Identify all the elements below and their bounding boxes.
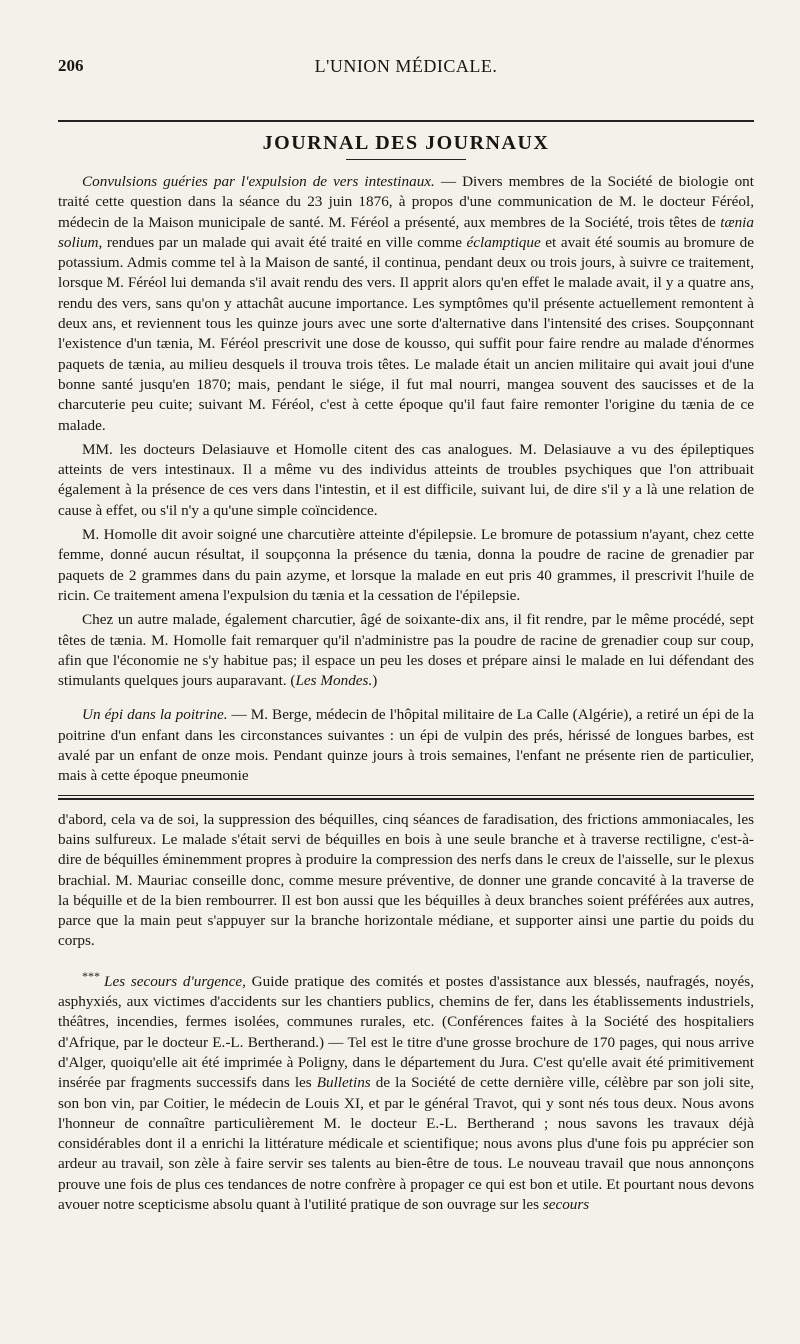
source-citation: Les Mondes. — [295, 672, 373, 690]
running-head — [58, 50, 754, 80]
lower-paragraph2: *** Les secours d'urgence, Guide pratique des comités et postes d'assistance aux blessés, naufragés, noyés, asphyxiés, aux victimes d'accidents sur les chantiers publics, chemins de fer, dans les établissements industriels, théâtres, incendies, fermes isolées, communes rurales, etc. (Conférences faites à la Société des hospitaliers d'Afrique, par le docteur E.-L. Bertherand.) — Tel est le titre d'une grosse brochure de 170 pages, qui nous arrive d'Alger, quoiqu'elle ait été imprimée à Poligny, dans le département du Jura. C'est qu'elle avait été primitivement insérée par fragments successifs dans les Bulletins de la Société de cette dernière ville, célèbre par son joli site, son bon vin, par Coitier, le médecin de Louis XI, et par le général Travot, qui y sont nés tous deux. Nous avons l'honneur de connaître particulièrement M. le docteur E.-L. Bertherand ; nous savons les travaux déjà considérables dont il a enrichi la littérature médicale et scientifique; nous avons plus d'une fois pu apprécier son ardeur au travail, son zèle à faire servir ses talents au bien-être de tous. Le nouveau travail que nous annonçons prouve une fois de plus ces tendances de notre confrère à propager ce qui est bon et utile. Et pourtant nous devons avouer notre scepticisme absolu quant à l'utilité pratique de son ouvrage sur les secours — [58, 968, 754, 1214]
page — [58, 50, 754, 1215]
article1-paragraph4: Chez un autre malade, également charcutier, âgé de soixante-dix ans, il fit rendre, par le même procédé, sept têtes de tænia. M. Homolle fait remarquer qu'il n'administre pas la poudre de racine de grenadier coup sur coup, afin que l'économie ne s'y habitue pas; il espace un peu les doses et prépare ainsi le malade en lui défendant des stimulants quelques jours auparavant. (Les Mondes.) — [58, 611, 754, 690]
book-title: Les secours d'urgence, — [104, 972, 246, 990]
article1-title: Convulsions guéries par l'expulsion de vers intestinaux. — [82, 173, 435, 190]
article1-paragraph3: M. Homolle dit avoir soigné une charcutière atteinte d'épilepsie. Le bromure de potassium n'ayant, chez cette femme, donné aucun résultat, il soupçonna la présence du tænia, donna la poudre de racine de grenadier par paquets de 2 grammes dans du pain azyme, et lorsque la malade en eut pris 40 grammes, il prescrivit l'huile de ricin. Ce traitement amena l'expulsion du tænia et la cessation de l'épilepsie. — [58, 526, 754, 604]
article2-title: Un épi dans la poitrine. — [82, 706, 228, 724]
running-title: L'UNION MÉDICALE. — [314, 56, 498, 76]
article2-paragraph: Un épi dans la poitrine. — M. Berge, médecin de l'hôpital militaire de La Calle (Algérie), a retiré un épi de la poitrine d'un enfant dans les circonstances suivantes : un épi de vulpin des prés, hérissé de longues barbes, est avalé par un enfant de onze mois. Pendant quinze jours à trois semaines, l'enfant ne présente rien de particulier, mais à cette époque pneumonie — [58, 706, 754, 785]
lower-column — [58, 810, 754, 1216]
asterism: *** — [82, 968, 100, 983]
title-rule — [346, 159, 466, 160]
lower-paragraph1: d'abord, cela va de soi, la suppression des béquilles, cinq séances de faradisation, des frictions ammoniacales, les bains sulfureux. Le malade s'était servi de béquilles en bois à une seule branche et à traverse rectiligne, c'est-à-dire de béquilles éminemment propres à produire la compression des nerfs dans le creux de l'aisselle, sur le plexus brachial. M. Mauriac conseille donc, comme mesure préventive, de donner une grande concavité à la traverse de la béquille et de la bien rembourrer. Il est bon aussi que les béquilles à deux branches soient préférées aux autres, parce que la main peut s'appuyer sur la branche horizontale médiane, et supporter ainsi une partie du poids du corps. — [58, 810, 754, 950]
article1-paragraph1: Convulsions guéries par l'expulsion de vers intestinaux. — Divers membres de la Société de biologie ont traité cette question dans la séance du 23 juin 1876, à propos d'une communication de M. le docteur Féréol, médecin de la Maison municipale de santé. M. Féréol a présenté, aux membres de la Société, trois têtes de tænia solium, rendues par un malade qui avait été traité en ville comme éclamptique et avait été soumis au bromure de potassium. Admis comme tel à la Maison de santé, il continua, pendant deux ou trois jours, à suivre ce traitement, lorsque M. Féréol lui demanda s'il avait rendu des vers. Il apprit alors qu'en effet le malade avait, il y a quatre ans, rendu des vers, sans qu'on y attachât aucune importance. Les symptômes qu'il présente actuellement remontent à deux ans, et reviennent tous les quinze jours avec une sorte d'alternative dans l'intensité des crises. Soupçonnant l'existence d'un tænia, M. Féréol prescrivit une dose de kousso, qui suffit pour faire rendre au malade d'énormes paquets de tænia, au milieu desquels il trouva trois têtes. Le malade était un ancien militaire qui avait joui d'une bonne santé jusqu'en 1870; mais, pendant le siége, il fut mal nourri, mangea souvent des saucisses et de la charcuterie peu cuite; suivant M. Féréol, c'est à cette époque qu'il faut faire remonter l'origine du tænia de ce malade. — [58, 173, 754, 434]
upper-column — [58, 172, 754, 787]
section-title: JOURNAL DES JOURNAUX — [262, 132, 550, 154]
page-number: 206 — [58, 56, 84, 75]
section-divider — [58, 795, 754, 800]
article1-paragraph2: MM. les docteurs Delasiauve et Homolle citent des cas analogues. M. Delasiauve a vu des épileptiques atteints de vers intestinaux. Il a même vu des individus atteints de troubles psychiques que l'on attribuait également à la présence de ces vers dans l'intestin, et il est difficile, suivant lui, de dire s'il y a là une relation de cause à effet, ou s'il n'y a qu'une simple coïncidence. — [58, 440, 754, 519]
top-rule — [58, 120, 754, 122]
